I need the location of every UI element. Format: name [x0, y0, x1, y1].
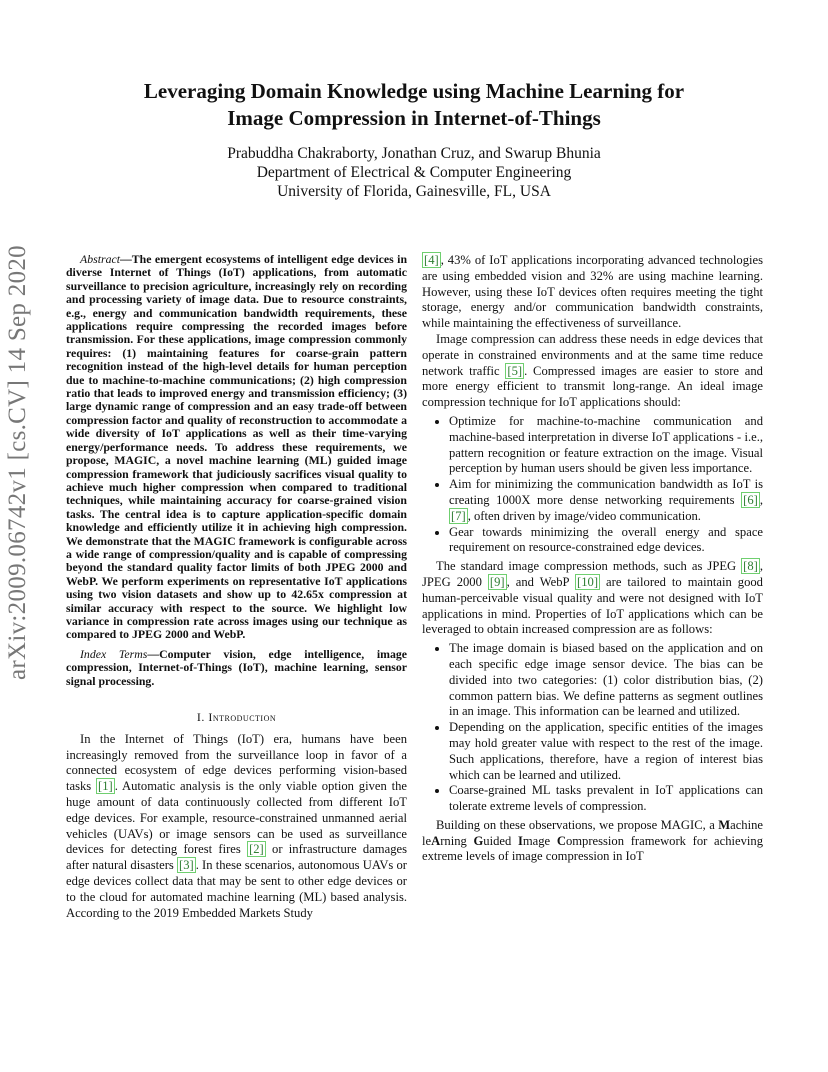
university: University of Florida, Gainesville, FL, USA — [277, 183, 551, 200]
text-run: . In these scenarios, autonomous UAVs or edge devices collect data that may be sent to other edge devices or to the cloud for automated machine learning (ML) based analysis. According to the 2019 Embedded Markets Study — [66, 858, 407, 920]
index-terms-lead: Index Terms — [80, 646, 148, 661]
citation-link[interactable]: [8] — [743, 559, 758, 574]
acronym-letter: C — [556, 833, 566, 848]
citation-link[interactable]: [1] — [98, 779, 113, 794]
abstract-text: —The emergent ecosystems of intelligent edge devices in diverse Internet of Things (IoT) applications, from automatic surveillance to precision agriculture, increasingly rely on recording and processing variety of image data. Due to resource constraints, e.g., energy and communication bandwidth requirements, these applications require compressing the recorded images before transmission. For these applications, image compression commonly requires: (1) maintaining features for coarse-grain pattern recognition instead of the high-level details for human perception due to machine-to-machine communications; (2) high compression ratio that leads to improved energy and transmission efficiency; (3) large dynamic range of compression and an easy trade-off between compression factor and quality of reconstruction to accommodate a wide diversity of IoT applications as well as their time-varying energy/performance needs. To address these requirements, we propose, MAGIC, a novel machine learning (ML) guided image compression framework that judiciously sacrifices visual quality to achieve much higher compression when compared to traditional techniques, while maintaining accuracy for coarse-grained vision tasks. The central idea is to capture application-specific domain knowledge and efficiently utilize it in achieving high compression. We demonstrate that the MAGIC framework is configurable across a wide range of compression/quality and is capable of compressing beyond the standard quality factor limits of both JPEG 2000 and WebP. We perform experiments on representative IoT applications using two vision datasets and show up to 42.65x compression at similar accuracy with respect to the source. We highlight low variance in compression rate across images using our technique as compared to JPEG 2000 and WebP. — [66, 252, 407, 642]
text-run: In the Internet of Things (IoT) era, humans have been increasingly removed from the surveillance loop in favor of a connected ecosystem of edge devices performing vision-based tasks — [66, 731, 407, 794]
list-item: • Coarse-grained ML tasks prevalent in IoT applications can tolerate extreme levels of compression. — [449, 783, 763, 815]
citation-link[interactable]: [3] — [179, 858, 194, 873]
paper-title — [0, 78, 828, 132]
text-run: , often driven by image/video communication. — [467, 508, 701, 523]
right-column — [422, 253, 763, 865]
list-item: • The image domain is biased based on the application and on each specific edge image sensor device. The bias can be divided into two categories: (1) color distribution bias, (2) common pattern bias. We define patterns as segment outlines in an image. This information can be learned and utilized. — [449, 641, 763, 720]
intro-paragraph-1 — [66, 732, 407, 922]
properties-list — [422, 641, 763, 815]
citation-link[interactable]: [10] — [577, 574, 599, 589]
abstract-lead: Abstract — [80, 252, 120, 266]
text-run: . Automatic analysis is the only viable option given the huge amount of data continuously collected from different IoT edge devices. For example, resource-constrained unmanned aerial vehicles (UAVs) or image sensors can be used as surveillance devices for detecting forest fires — [66, 779, 407, 857]
acronym-letter: M — [718, 817, 731, 832]
text-run: Building on these observations, we propose MAGIC, a — [436, 817, 719, 832]
text-run: or infrastructure damages after natural disasters — [66, 842, 407, 873]
text-run: , — [759, 492, 763, 507]
left-column — [66, 253, 407, 921]
author-block — [0, 144, 828, 201]
citation-link[interactable]: [9] — [489, 574, 505, 589]
text-run: Aim for minimizing the communication bandwidth as IoT is creating 1000X more dense networking requirements — [449, 477, 763, 507]
intro-paragraph-1-cont — [422, 253, 763, 332]
index-terms-text: —Computer vision, edge intelligence, image compression, Internet-of-Things (IoT), machine learning, sensor signal processing. — [66, 646, 407, 688]
text-run: , 43% of IoT applications incorporating advanced technologies are using embedded vision and 32% are using machine learning. However, using these IoT devices often requires meeting the tight storage, energy and/or communication bandwidth constraints, while maintaining the effectiveness of surveillance. — [422, 253, 763, 331]
intro-paragraph-4 — [422, 818, 763, 865]
text-run: are tailored to maintain good human-perceivable visual quality and were not designed with IoT applications in mind. Properties of IoT applications which can be leveraged to obtain increased compression are as follows: — [422, 574, 763, 637]
intro-paragraph-2 — [422, 332, 763, 411]
text-run: achine le — [422, 817, 763, 848]
text-run: , JPEG 2000 — [422, 559, 763, 589]
authors: Prabuddha Chakraborty, Jonathan Cruz, and Swarup Bhunia — [227, 145, 601, 162]
acronym-letter: I — [517, 833, 523, 848]
list-item: • Gear towards minimizing the overall energy and space requirement on resource-constrained edge devices. — [449, 525, 763, 557]
acronym-letter: G — [473, 833, 484, 848]
text-run: The standard image compression methods, such as JPEG — [436, 559, 742, 574]
section-number: I. — [196, 710, 205, 724]
text-run: ompression framework for achieving extreme levels of image compression in IoT — [422, 833, 763, 864]
section-heading — [66, 710, 407, 726]
list-item — [449, 477, 763, 524]
citation-link[interactable]: [5] — [507, 363, 523, 378]
requirements-list — [422, 414, 763, 556]
title-line-2: Image Compression in Internet-of-Things — [227, 106, 601, 130]
text-run: , and WebP — [506, 574, 576, 589]
department: Department of Electrical & Computer Engineering — [256, 164, 572, 181]
text-run: . Compressed images are easier to store and more energy efficient to transmit long-range. An ideal image compression technique for IoT applications should: — [422, 363, 763, 410]
list-item: • Depending on the application, specific entities of the images may hold greater value with respect to the rest of the image. Such applications, therefore, have a region of interest bias which can be learned and utilized. — [449, 720, 763, 783]
citation-link[interactable]: [7] — [451, 508, 466, 523]
abstract — [66, 253, 407, 642]
text-run: mage — [522, 833, 557, 848]
citation-link[interactable]: [2] — [249, 842, 264, 857]
acronym-letter: A — [431, 833, 441, 848]
index-terms — [66, 648, 407, 688]
text-run: uided — [483, 833, 518, 848]
arxiv-stamp: arXiv:2009.06742v1 [cs.CV] 14 Sep 2020 — [4, 245, 31, 680]
intro-paragraph-3 — [422, 559, 763, 638]
list-item: • Optimize for machine-to-machine communication and machine-based interpretation in diverse IoT applications - i.e., pattern recognition or feature extraction on the image. Visual perception by human users should be given less importance. — [449, 414, 763, 477]
text-run: Image compression can address these needs in edge devices that operate in constrained environments and at the same time reduce network traffic — [422, 331, 763, 378]
citation-link[interactable]: [6] — [743, 492, 758, 507]
citation-link[interactable]: [4] — [424, 253, 439, 267]
title-line-1: Leveraging Domain Knowledge using Machine Learning for — [143, 79, 685, 103]
text-run: rning — [440, 833, 474, 848]
section-title: Introduction — [208, 710, 277, 724]
